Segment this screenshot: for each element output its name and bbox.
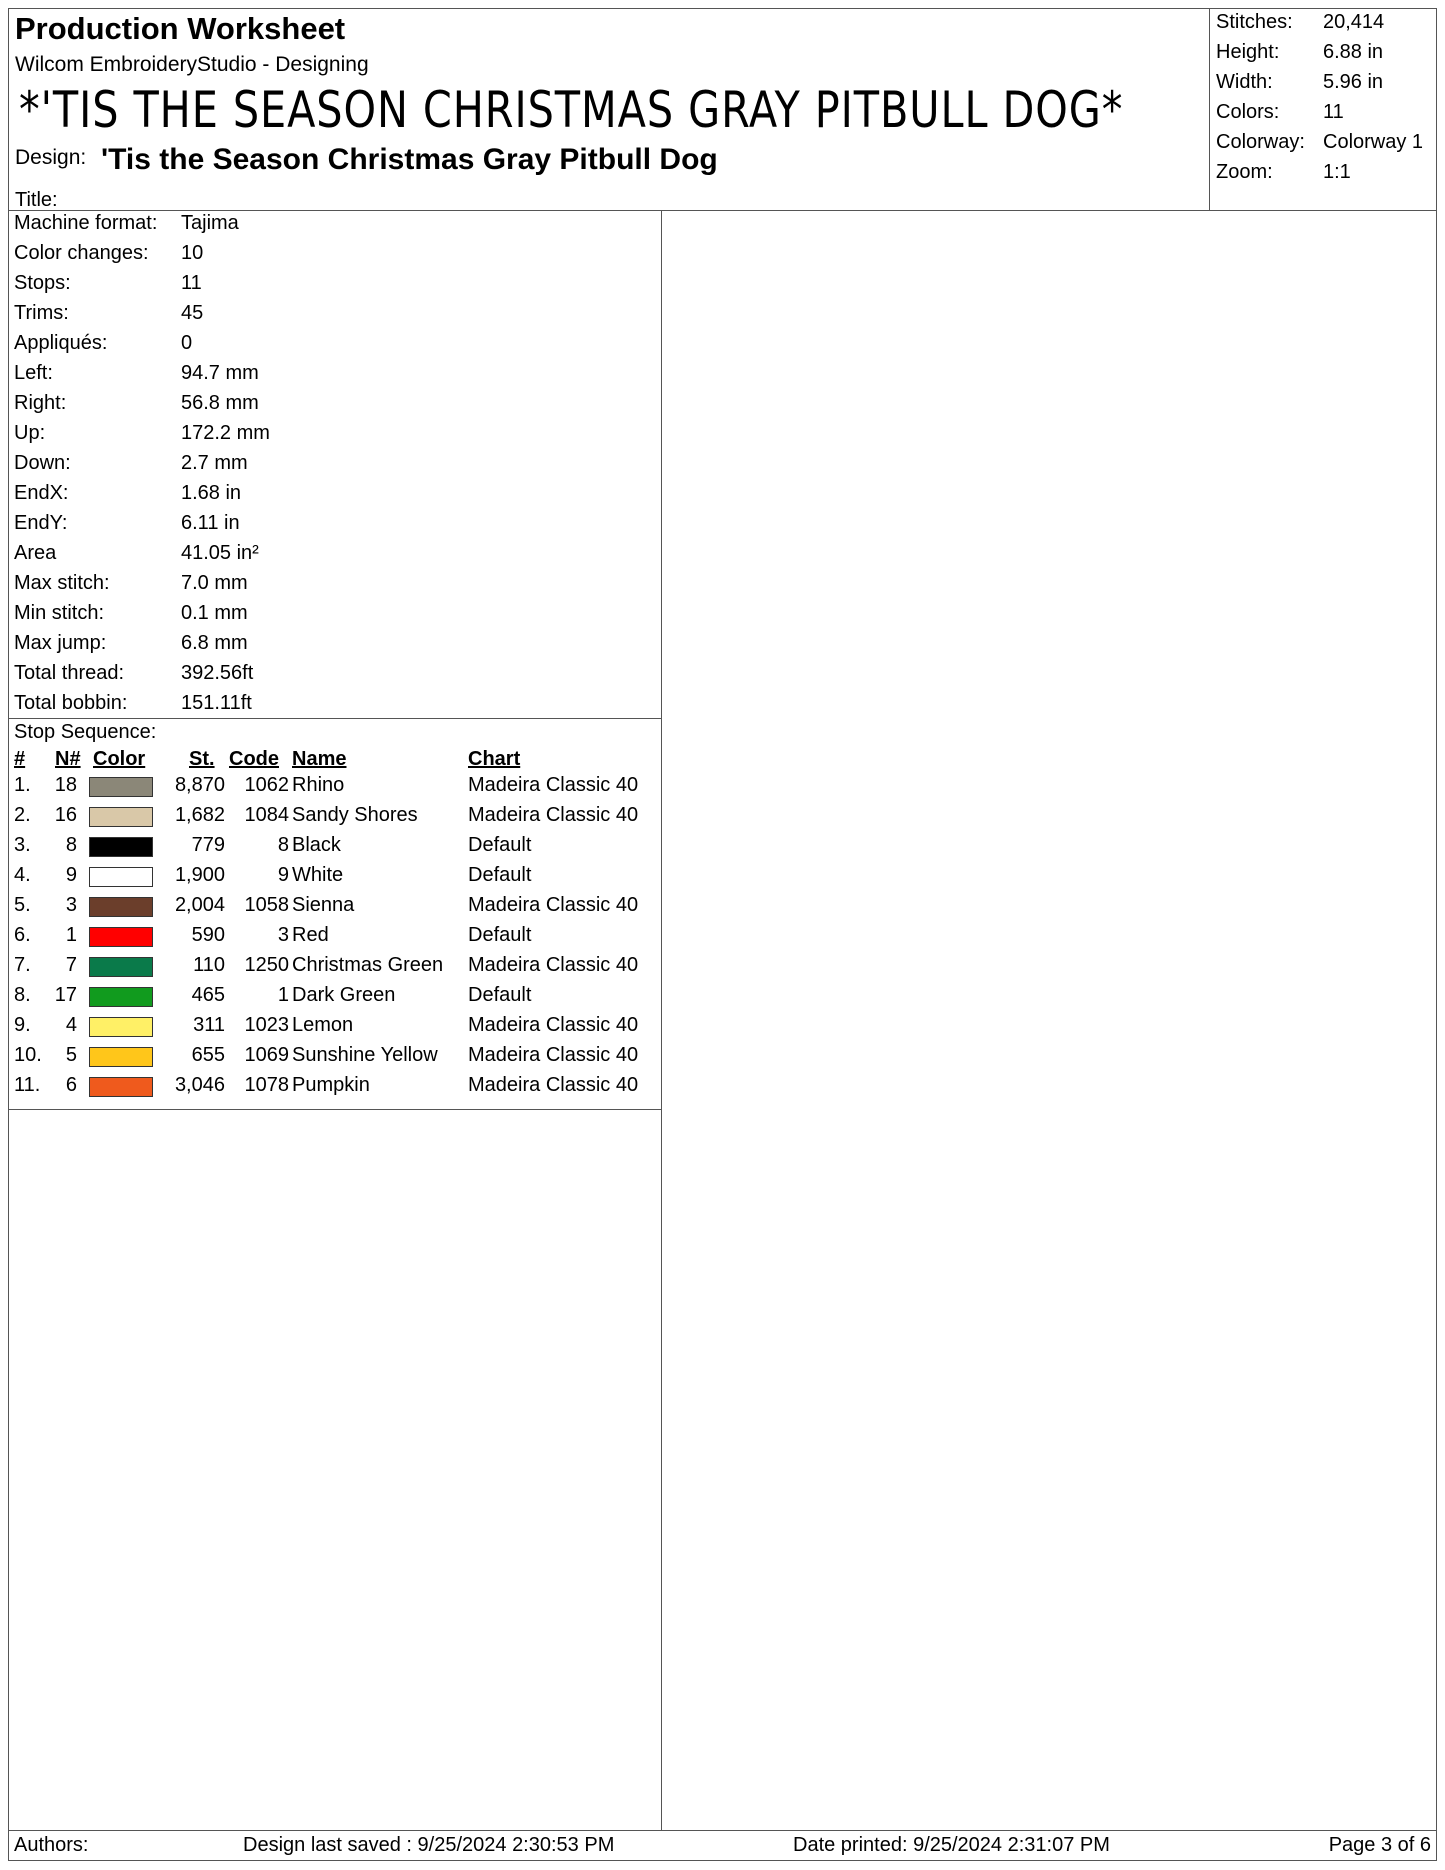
needle-number: 17 [54,984,77,1006]
needle-number: 8 [65,834,77,856]
thread-name: Dark Green [292,984,396,1006]
summary-label: Colorway: [1216,131,1305,153]
property-value: 10 [181,242,204,264]
summary-label: Colors: [1216,101,1280,123]
summary-value: 11 [1323,101,1344,123]
property-value: 7.0 mm [181,572,248,594]
thread-code: 9 [277,864,289,886]
property-value: Tajima [181,212,239,234]
stitch-count: 110 [193,954,225,976]
stop-row [9,894,661,924]
property-value: 151.11ft [181,692,252,714]
last-saved: Design last saved : 9/25/2024 2:30:53 PM [243,1834,615,1856]
thread-chart: Madeira Classic 40 [468,774,639,796]
color-swatch [89,1017,153,1037]
property-value: 1.68 in [181,482,242,504]
thread-name: Pumpkin [292,1074,370,1096]
col-header-stitches: St. [189,748,215,770]
thread-code: 1084 [244,804,289,826]
col-header-needle: N# [55,748,81,770]
needle-number: 5 [65,1044,77,1066]
summary-value: 6.88 in [1323,41,1384,63]
thread-chart: Madeira Classic 40 [468,804,639,826]
date-printed: Date printed: 9/25/2024 2:31:07 PM [793,1834,1110,1856]
thread-code: 1062 [244,774,289,796]
thread-chart: Default [468,924,532,946]
property-label: Total bobbin: [14,692,128,714]
thread-chart: Madeira Classic 40 [468,894,639,916]
thread-chart: Default [468,864,532,886]
stop-number: 4. [14,864,31,886]
property-value: 0.1 mm [181,602,248,624]
needle-number: 3 [65,894,77,916]
stitch-count: 779 [191,834,225,856]
col-header-code: Code [229,748,279,770]
production-worksheet [8,8,1437,1861]
color-swatch [89,987,153,1007]
stitch-count: 1,900 [174,864,225,886]
thread-chart: Madeira Classic 40 [468,1074,639,1096]
summary-label: Stitches: [1216,11,1293,33]
stitch-count: 2,004 [174,894,225,916]
stop-row [9,804,661,834]
property-value: 45 [181,302,204,324]
needle-number: 9 [65,864,77,886]
property-value: 2.7 mm [181,452,248,474]
property-label: Stops: [14,272,71,294]
design-value: 'Tis the Season Christmas Gray Pitbull Dog [101,143,718,176]
stop-number: 5. [14,894,31,916]
thread-name: Black [292,834,341,856]
thread-code: 1069 [244,1044,289,1066]
property-label: Up: [14,422,46,444]
details-column [9,210,662,1830]
property-label: Trims: [14,302,69,324]
stop-row [9,774,661,804]
property-label: Total thread: [14,662,125,684]
summary-value: Colorway 1 [1323,131,1424,153]
thread-name: Sienna [292,894,355,916]
thread-code: 8 [277,834,289,856]
property-label: Left: [14,362,53,384]
stitch-count: 590 [191,924,225,946]
thread-name: Christmas Green [292,954,444,976]
stitch-count: 3,046 [174,1074,225,1096]
stitch-count: 655 [191,1044,225,1066]
color-swatch [89,777,153,797]
stop-row [9,1044,661,1074]
stitch-count: 1,682 [174,804,225,826]
color-swatch [89,807,153,827]
property-value: 11 [181,272,202,294]
stop-row [9,834,661,864]
thread-chart: Madeira Classic 40 [468,1014,639,1036]
stop-number: 11. [14,1074,41,1096]
color-swatch [89,927,153,947]
stop-row [9,984,661,1014]
stitch-count: 465 [191,984,225,1006]
design-label: Design: [15,146,87,169]
authors-label: Authors: [14,1834,89,1856]
summary-value: 20,414 [1323,11,1385,33]
stop-number: 3. [14,834,31,856]
property-value: 41.05 in² [181,542,259,564]
col-header-name: Name [292,748,347,770]
stop-row [9,864,661,894]
thread-chart: Madeira Classic 40 [468,1044,639,1066]
thread-code: 3 [277,924,289,946]
color-swatch [89,867,153,887]
stop-number: 7. [14,954,31,976]
thread-code: 1250 [244,954,289,976]
summary-label: Zoom: [1216,161,1273,183]
needle-number: 6 [65,1074,77,1096]
property-label: Area [14,542,57,564]
thread-name: Rhino [292,774,345,796]
property-value: 6.8 mm [181,632,248,654]
property-label: Max jump: [14,632,107,654]
stop-row [9,924,661,954]
worksheet-title: Production Worksheet [15,11,346,46]
needle-number: 16 [54,804,77,826]
worksheet-footer [9,1830,1436,1861]
stitch-count: 8,870 [174,774,225,796]
col-header-num: # [14,748,26,770]
thread-name: Lemon [292,1014,354,1036]
thread-code: 1023 [244,1014,289,1036]
worksheet-header [9,9,1436,211]
stop-number: 1. [14,774,31,796]
header-left [9,9,1209,210]
stop-number: 2. [14,804,31,826]
stop-row [9,954,661,984]
col-header-color: Color [93,748,146,770]
design-properties [9,210,661,719]
stop-sequence-table [9,719,661,1110]
thread-code: 1058 [244,894,289,916]
thread-chart: Default [468,834,532,856]
thread-name: Sandy Shores [292,804,418,826]
property-value: 172.2 mm [181,422,270,444]
thread-name: Red [292,924,329,946]
thread-chart: Default [468,984,532,1006]
summary-label: Height: [1216,41,1280,63]
property-value: 0 [181,332,193,354]
color-swatch [89,837,153,857]
stop-number: 9. [14,1014,31,1036]
property-label: Color changes: [14,242,149,264]
stop-number: 6. [14,924,31,946]
stop-number: 10. [14,1044,42,1066]
thread-chart: Madeira Classic 40 [468,954,639,976]
color-swatch [89,957,153,977]
property-value: 392.56ft [181,662,254,684]
property-value: 56.8 mm [181,392,259,414]
property-label: Appliqués: [14,332,108,354]
color-swatch [89,1047,153,1067]
needle-number: 18 [54,774,77,796]
stop-number: 8. [14,984,31,1006]
color-swatch [89,1077,153,1097]
needle-number: 4 [65,1014,77,1036]
property-label: Min stitch: [14,602,105,624]
title-label: Title: [15,189,58,211]
property-label: Max stitch: [14,572,110,594]
stop-row [9,1014,661,1044]
property-value: 94.7 mm [181,362,259,384]
summary-value: 1:1 [1323,161,1351,183]
needle-number: 7 [65,954,77,976]
app-line: Wilcom EmbroideryStudio - Designing [15,53,369,76]
thread-name: White [292,864,344,886]
thread-name: Sunshine Yellow [292,1044,438,1066]
summary-value: 5.96 in [1323,71,1384,93]
property-label: EndY: [14,512,68,534]
design-big-title: *'TIS THE SEASON CHRISTMAS GRAY PITBULL DOG* [19,81,1124,139]
page-number: Page 3 of 6 [1328,1834,1431,1856]
col-header-chart: Chart [468,748,521,770]
property-label: Down: [14,452,71,474]
thread-code: 1 [277,984,289,1006]
needle-number: 1 [65,924,77,946]
property-label: Machine format: [14,212,158,234]
stitch-count: 311 [193,1014,225,1036]
property-label: Right: [14,392,67,414]
color-swatch [89,897,153,917]
property-label: EndX: [14,482,69,504]
summary-panel [1209,9,1437,210]
summary-label: Width: [1216,71,1273,93]
stop-row [9,1074,661,1104]
stop-sequence-label: Stop Sequence: [14,721,157,743]
property-value: 6.11 in [181,512,240,534]
thread-code: 1078 [244,1074,289,1096]
